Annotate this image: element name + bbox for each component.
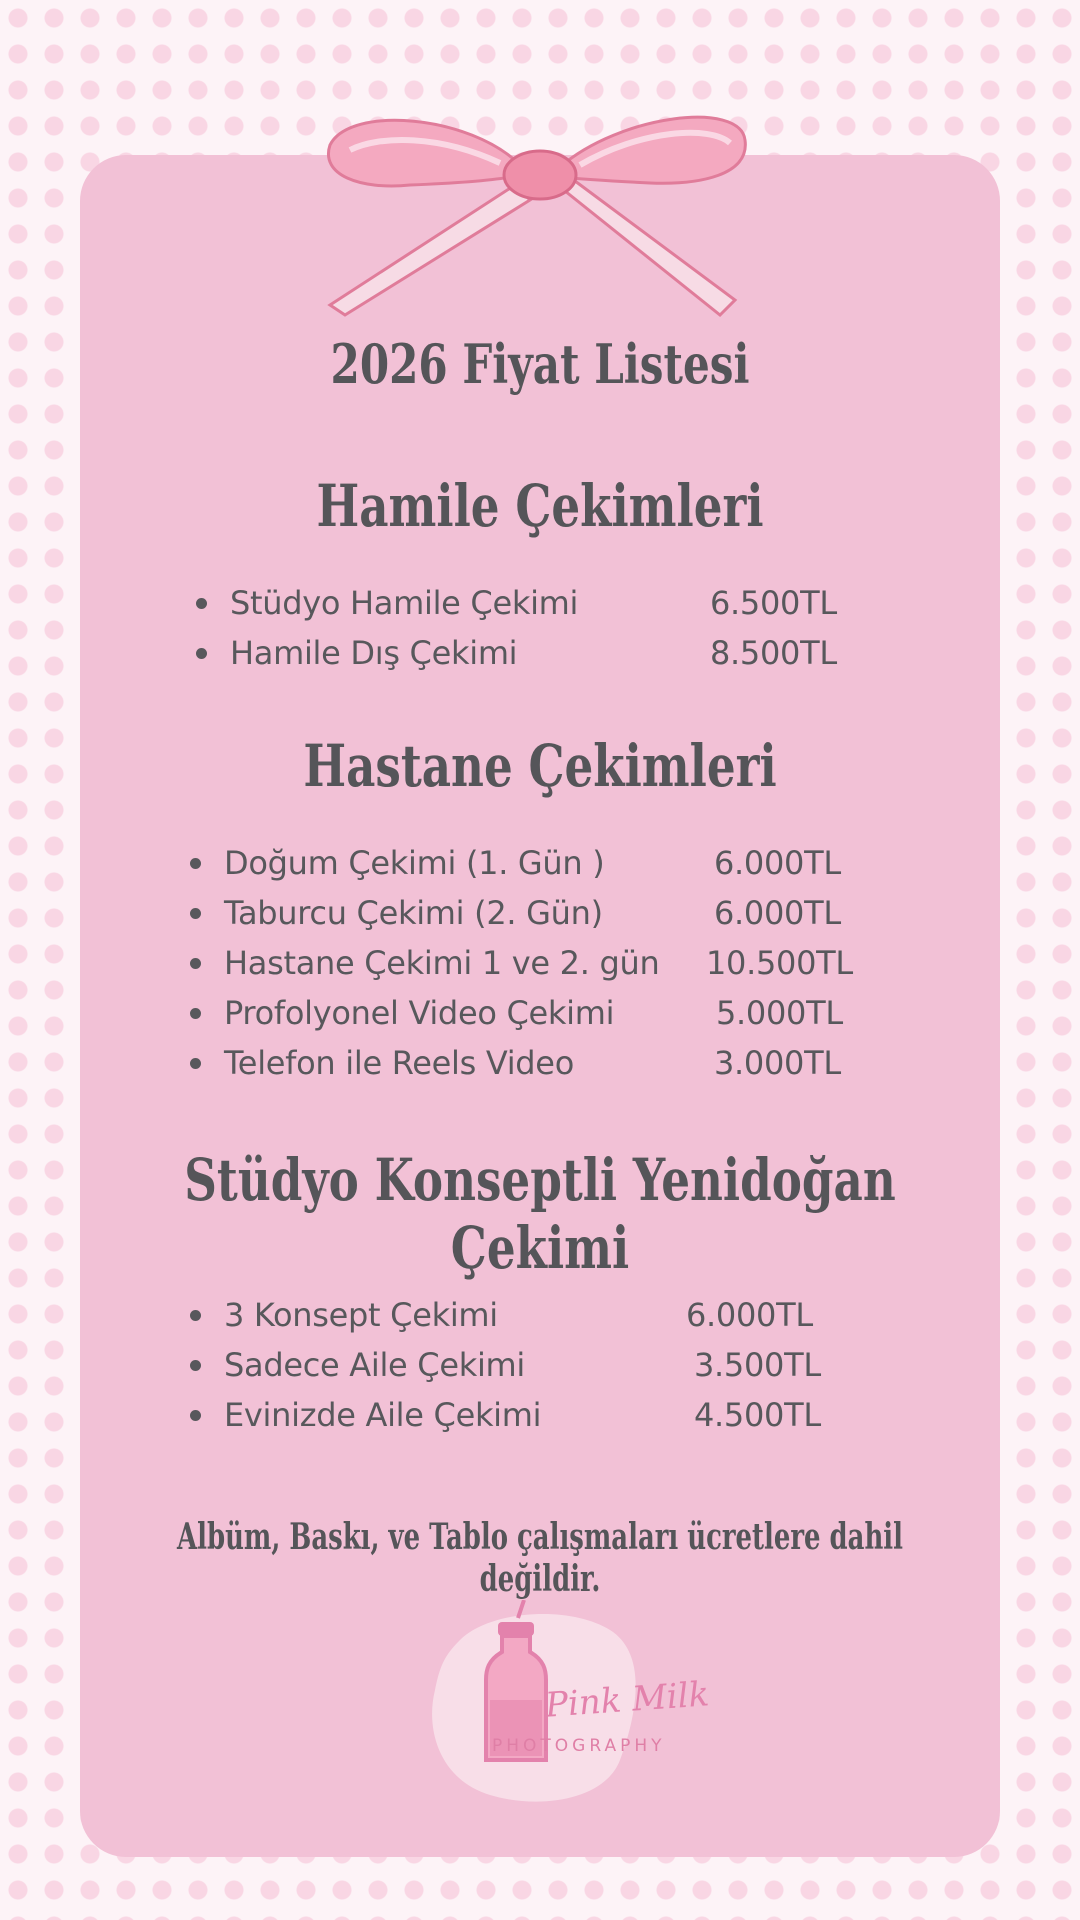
item-label: Evinizde Aile Çekimi: [224, 1396, 542, 1434]
item-price: 6.000TL: [686, 1296, 813, 1334]
page-title: 2026 Fiyat Listesi: [330, 332, 750, 396]
price-row: [190, 1290, 890, 1340]
item-price: 3.000TL: [714, 1044, 841, 1082]
section-title-hamile: Hamile Çekimleri: [316, 472, 764, 540]
item-price: 8.500TL: [710, 634, 837, 672]
logo-subtitle: PHOTOGRAPHY: [492, 1736, 666, 1756]
item-label: Hamile Dış Çekimi: [230, 634, 518, 672]
item-price: 10.500TL: [706, 944, 853, 982]
bullet-icon: [190, 858, 201, 869]
price-list-hastane: [190, 838, 910, 1088]
price-row: [196, 628, 896, 678]
price-row: [190, 888, 910, 938]
item-label: Sadece Aile Çekimi: [224, 1346, 526, 1384]
item-label: Stüdyo Hamile Çekimi: [230, 584, 579, 622]
price-row: [190, 838, 910, 888]
ribbon-bow-icon: [320, 105, 760, 345]
bullet-icon: [190, 908, 201, 919]
price-row: [190, 1390, 890, 1440]
item-label: Profolyonel Video Çekimi: [224, 994, 615, 1032]
item-label: Telefon ile Reels Video: [224, 1044, 574, 1082]
price-row: [190, 1038, 910, 1088]
bullet-icon: [190, 1058, 201, 1069]
price-row: [190, 1340, 890, 1390]
item-price: 6.000TL: [714, 844, 841, 882]
item-label: 3 Konsept Çekimi: [224, 1296, 498, 1334]
bullet-icon: [190, 1008, 201, 1019]
price-list-hamile: [196, 578, 896, 678]
price-row: [190, 988, 910, 1038]
bullet-icon: [196, 598, 207, 609]
item-price: 3.500TL: [694, 1346, 821, 1384]
item-price: 6.500TL: [710, 584, 837, 622]
bullet-icon: [190, 1410, 201, 1421]
item-label: Doğum Çekimi (1. Gün ): [224, 844, 605, 882]
item-label: Taburcu Çekimi (2. Gün): [224, 894, 603, 932]
section-title-yenidogan: Stüdyo Konseptli Yenidoğan Çekimi: [184, 1146, 896, 1282]
item-price: 4.500TL: [694, 1396, 821, 1434]
bullet-icon: [190, 1360, 201, 1371]
item-price: 5.000TL: [716, 994, 843, 1032]
item-label: Hastane Çekimi 1 ve 2. gün: [224, 944, 660, 982]
disclaimer-note: Albüm, Baskı, ve Tablo çalışmaları ücretlere dahil değildir.: [177, 1516, 903, 1600]
bullet-icon: [196, 648, 207, 659]
price-list-yenidogan: [190, 1290, 890, 1440]
section-title-hastane: Hastane Çekimleri: [303, 732, 777, 800]
bullet-icon: [190, 958, 201, 969]
logo-name: Pink Milk: [543, 1674, 711, 1726]
price-row: [196, 578, 896, 628]
bullet-icon: [190, 1310, 201, 1321]
price-row: [190, 938, 910, 988]
item-price: 6.000TL: [714, 894, 841, 932]
